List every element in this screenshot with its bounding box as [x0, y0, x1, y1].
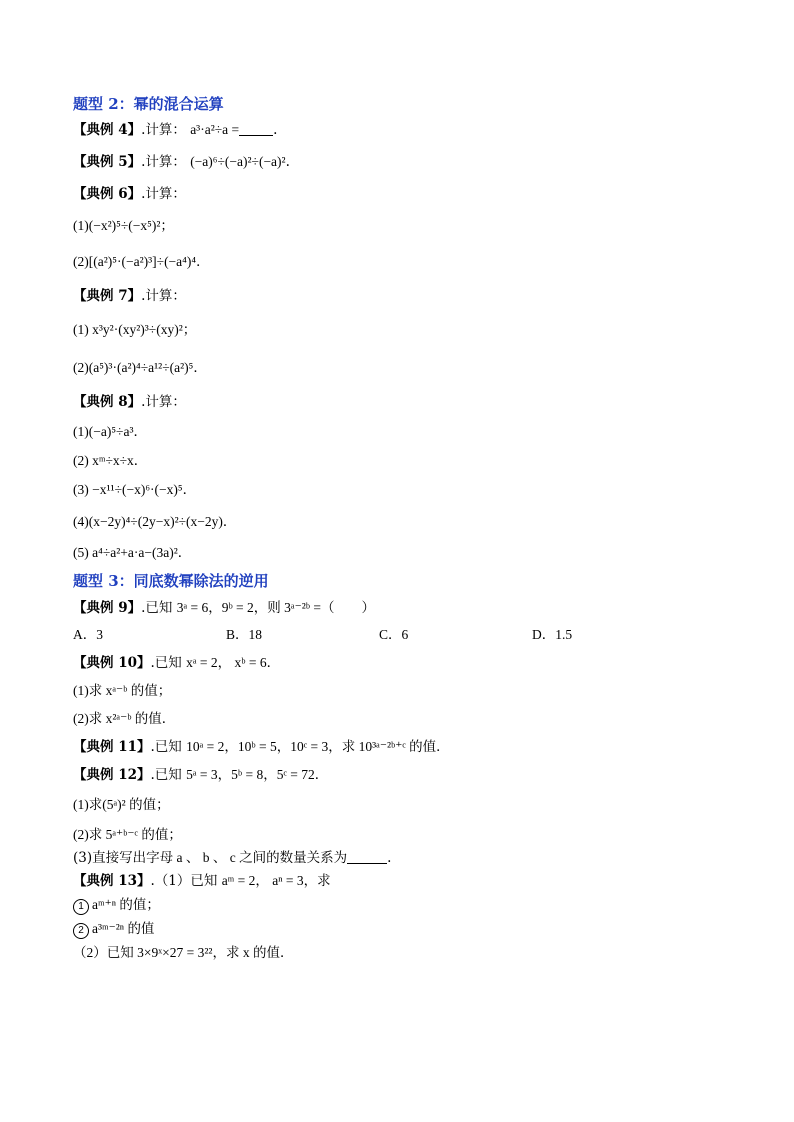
example-label: 【典例 6】	[73, 186, 142, 202]
problem-item	[73, 849, 733, 867]
problem-item: (5) a⁴÷a²+a·a−(3a)²．	[73, 545, 192, 560]
period: .	[387, 850, 392, 866]
example-text: .已知	[150, 739, 182, 755]
example-13	[73, 872, 733, 890]
answer-blank	[239, 123, 273, 136]
problem-text: aᵐ⁺ⁿ 的值；	[92, 897, 160, 912]
circled-number: 1	[73, 899, 89, 915]
problem-item: (1)(−a)⁵÷a³．	[73, 424, 147, 439]
example-text: .（1）已知	[150, 873, 218, 889]
example-11	[73, 738, 733, 756]
example-text: .已知	[150, 767, 182, 783]
example-text: .已知	[150, 655, 182, 671]
section-heading-2: 题型 2：幂的混合运算	[73, 95, 224, 113]
math-expression: 5ᵃ = 3，5ᵇ = 8，5ᶜ = 72．	[186, 767, 329, 782]
example-text: .已知	[141, 600, 173, 616]
example-label: 【典例 8】	[73, 394, 142, 410]
math-expression: a³·a²÷a =	[190, 122, 240, 137]
example-label: 【典例 4】	[73, 122, 142, 138]
example-label: 【典例 7】	[73, 288, 142, 304]
math-expression: xᵃ = 2， xᵇ = 6．	[186, 655, 281, 670]
example-text: .计算：	[141, 186, 186, 202]
example-label: 【典例 9】	[73, 600, 142, 616]
problem-item: (1)求(5ᵃ)² 的值；	[73, 797, 170, 812]
choice-row	[73, 626, 733, 644]
problem-item: (1) x³y²·(xy²)³÷(xy)²；	[73, 322, 197, 337]
problem-item: (3) −x¹¹÷(−x)⁶·(−x)⁵．	[73, 482, 197, 497]
example-text: .计算：	[141, 122, 186, 138]
problem-item: (2) xᵐ÷x÷x．	[73, 453, 148, 468]
section-heading-3: 题型 3：同底数幂除法的逆用	[73, 572, 269, 590]
example-8	[73, 393, 733, 411]
choice-a[interactable]: A．3	[73, 627, 103, 642]
problem-item	[73, 920, 733, 938]
problem-text: a³ᵐ⁻²ⁿ 的值	[92, 921, 155, 936]
example-12	[73, 766, 733, 784]
problem-item: (2)求 5ᵃ⁺ᵇ⁻ᶜ 的值；	[73, 827, 182, 842]
math-expression: a 、 b 、 c 之间的数量关系为	[173, 850, 348, 865]
example-10	[73, 654, 733, 672]
problem-item: (2)[(a²)⁵·(−a²)³]÷(−a⁴)⁴．	[73, 254, 210, 269]
example-text: .计算：	[141, 288, 186, 304]
problem-item	[73, 896, 733, 914]
math-expression: aᵐ = 2， aⁿ = 3，求	[221, 873, 331, 888]
math-expression: (−a)⁶÷(−a)²÷(−a)²	[190, 154, 286, 169]
example-label: 【典例 12】	[73, 767, 151, 783]
problem-item: (1)求 xᵃ⁻ᵇ 的值；	[73, 683, 172, 698]
problem-text: (3)直接写出字母	[73, 850, 174, 866]
example-6	[73, 185, 733, 203]
example-7	[73, 287, 733, 305]
math-expression: 3ᵃ = 6，9ᵇ = 2，则 3ᵃ⁻²ᵇ =（ ）	[176, 600, 375, 615]
choice-d[interactable]: D．1.5	[532, 627, 573, 642]
problem-item: (2)求 x²ᵃ⁻ᵇ 的值．	[73, 711, 176, 726]
answer-blank	[347, 851, 387, 864]
example-label: 【典例 13】	[73, 873, 151, 889]
example-9	[73, 599, 733, 617]
choice-c[interactable]: C．6	[379, 627, 409, 642]
example-4	[73, 121, 733, 139]
example-5	[73, 153, 733, 171]
problem-item: (2)(a⁵)³·(a²)⁴÷a¹²÷(a²)⁵．	[73, 360, 207, 375]
example-label: 【典例 11】	[73, 739, 151, 755]
example-label: 【典例 5】	[73, 154, 142, 170]
document-page	[73, 92, 733, 962]
period: .	[285, 154, 290, 170]
problem-item: (1)(−x²)⁵÷(−x⁵)²；	[73, 218, 174, 233]
choice-b[interactable]: B．18	[226, 627, 263, 642]
example-text: .计算：	[141, 394, 186, 410]
math-expression: 10ᵃ = 2，10ᵇ = 5，10ᶜ = 3，求 10³ᵃ⁻²ᵇ⁺ᶜ 的值．	[186, 739, 450, 754]
problem-item: （2）已知 3×9ˣ×27 = 3²²，求 x 的值．	[73, 945, 294, 960]
example-text: .计算：	[141, 154, 186, 170]
circled-number: 2	[73, 923, 89, 939]
problem-item: (4)(x−2y)⁴÷(2y−x)²÷(x−2y)．	[73, 514, 237, 529]
period: .	[273, 122, 278, 138]
example-label: 【典例 10】	[73, 655, 151, 671]
